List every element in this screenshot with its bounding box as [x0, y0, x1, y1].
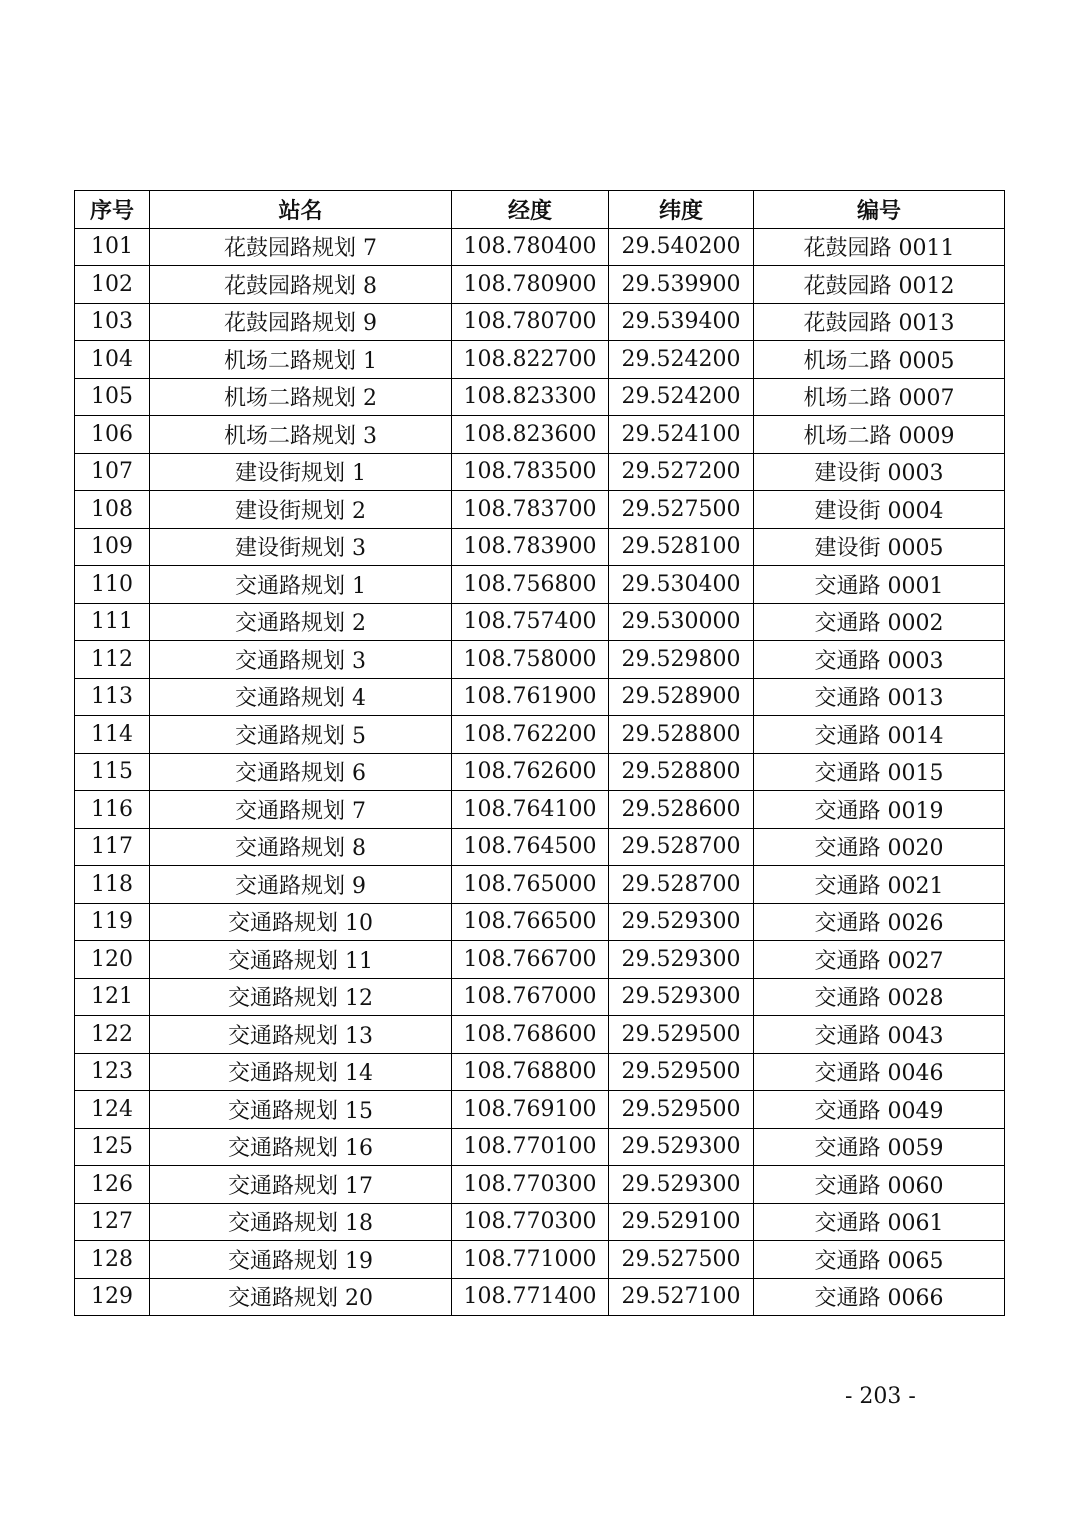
cell-index: 115: [75, 753, 150, 791]
table-row: [75, 378, 1005, 416]
cell-code: 花鼓园路 0012: [754, 266, 1005, 304]
cell-station-name: 机场二路规划 2: [150, 378, 452, 416]
table-row: [75, 228, 1005, 266]
cell-latitude: 29.529300: [609, 978, 754, 1016]
cell-station-name: 交通路规划 19: [150, 1241, 452, 1279]
cell-latitude: 29.527100: [609, 1278, 754, 1316]
cell-index: 103: [75, 303, 150, 341]
cell-index: 118: [75, 866, 150, 904]
cell-latitude: 29.529300: [609, 903, 754, 941]
table-row: [75, 1278, 1005, 1316]
cell-station-name: 交通路规划 5: [150, 716, 452, 754]
cell-station-name: 交通路规划 11: [150, 941, 452, 979]
cell-latitude: 29.529500: [609, 1091, 754, 1129]
cell-code: 建设街 0005: [754, 528, 1005, 566]
cell-index: 127: [75, 1203, 150, 1241]
table-row: [75, 753, 1005, 791]
header-index: 序号: [75, 191, 150, 229]
cell-index: 126: [75, 1166, 150, 1204]
cell-latitude: 29.528700: [609, 866, 754, 904]
cell-code: 交通路 0061: [754, 1203, 1005, 1241]
cell-index: 121: [75, 978, 150, 1016]
cell-code: 交通路 0002: [754, 603, 1005, 641]
cell-index: 128: [75, 1241, 150, 1279]
cell-longitude: 108.770300: [452, 1203, 609, 1241]
cell-latitude: 29.529100: [609, 1203, 754, 1241]
cell-longitude: 108.764100: [452, 791, 609, 829]
cell-index: 108: [75, 491, 150, 529]
cell-index: 109: [75, 528, 150, 566]
cell-longitude: 108.783700: [452, 491, 609, 529]
table-row: [75, 641, 1005, 679]
cell-code: 交通路 0020: [754, 828, 1005, 866]
table-row: [75, 416, 1005, 454]
table-row: [75, 266, 1005, 304]
cell-latitude: 29.530400: [609, 566, 754, 604]
header-station-name: 站名: [150, 191, 452, 229]
cell-longitude: 108.823600: [452, 416, 609, 454]
cell-code: 交通路 0001: [754, 566, 1005, 604]
table-row: [75, 1016, 1005, 1054]
cell-latitude: 29.524100: [609, 416, 754, 454]
cell-longitude: 108.762200: [452, 716, 609, 754]
cell-station-name: 交通路规划 9: [150, 866, 452, 904]
cell-latitude: 29.527200: [609, 453, 754, 491]
cell-code: 交通路 0027: [754, 941, 1005, 979]
cell-index: 102: [75, 266, 150, 304]
cell-latitude: 29.540200: [609, 228, 754, 266]
table-row: [75, 903, 1005, 941]
cell-code: 交通路 0013: [754, 678, 1005, 716]
cell-code: 机场二路 0007: [754, 378, 1005, 416]
cell-code: 建设街 0004: [754, 491, 1005, 529]
table-row: [75, 791, 1005, 829]
cell-index: 105: [75, 378, 150, 416]
cell-longitude: 108.780700: [452, 303, 609, 341]
cell-index: 112: [75, 641, 150, 679]
table-row: [75, 303, 1005, 341]
cell-index: 107: [75, 453, 150, 491]
cell-longitude: 108.756800: [452, 566, 609, 604]
cell-station-name: 建设街规划 1: [150, 453, 452, 491]
cell-index: 122: [75, 1016, 150, 1054]
cell-longitude: 108.783500: [452, 453, 609, 491]
cell-latitude: 29.524200: [609, 378, 754, 416]
table-row: [75, 453, 1005, 491]
cell-latitude: 29.527500: [609, 491, 754, 529]
cell-index: 101: [75, 228, 150, 266]
cell-longitude: 108.766500: [452, 903, 609, 941]
cell-station-name: 建设街规划 2: [150, 491, 452, 529]
cell-code: 机场二路 0009: [754, 416, 1005, 454]
cell-longitude: 108.764500: [452, 828, 609, 866]
cell-station-name: 交通路规划 12: [150, 978, 452, 1016]
table-row: [75, 1166, 1005, 1204]
cell-station-name: 交通路规划 10: [150, 903, 452, 941]
table-row: [75, 341, 1005, 379]
cell-station-name: 花鼓园路规划 9: [150, 303, 452, 341]
cell-longitude: 108.768800: [452, 1053, 609, 1091]
cell-index: 125: [75, 1128, 150, 1166]
cell-code: 交通路 0046: [754, 1053, 1005, 1091]
table-row: [75, 491, 1005, 529]
cell-station-name: 机场二路规划 3: [150, 416, 452, 454]
cell-latitude: 29.529500: [609, 1053, 754, 1091]
table-row: [75, 1091, 1005, 1129]
cell-station-name: 交通路规划 20: [150, 1278, 452, 1316]
cell-code: 交通路 0043: [754, 1016, 1005, 1054]
cell-index: 106: [75, 416, 150, 454]
cell-station-name: 机场二路规划 1: [150, 341, 452, 379]
cell-longitude: 108.765000: [452, 866, 609, 904]
cell-latitude: 29.529300: [609, 941, 754, 979]
cell-index: 119: [75, 903, 150, 941]
cell-latitude: 29.528700: [609, 828, 754, 866]
cell-station-name: 交通路规划 17: [150, 1166, 452, 1204]
cell-index: 114: [75, 716, 150, 754]
cell-code: 交通路 0049: [754, 1091, 1005, 1129]
cell-latitude: 29.529500: [609, 1016, 754, 1054]
cell-code: 交通路 0021: [754, 866, 1005, 904]
cell-station-name: 交通路规划 13: [150, 1016, 452, 1054]
cell-longitude: 108.761900: [452, 678, 609, 716]
cell-latitude: 29.524200: [609, 341, 754, 379]
cell-latitude: 29.528100: [609, 528, 754, 566]
table-row: [75, 828, 1005, 866]
cell-code: 交通路 0065: [754, 1241, 1005, 1279]
header-code: 编号: [754, 191, 1005, 229]
table-row: [75, 1053, 1005, 1091]
cell-code: 交通路 0014: [754, 716, 1005, 754]
cell-latitude: 29.528600: [609, 791, 754, 829]
cell-code: 交通路 0059: [754, 1128, 1005, 1166]
cell-station-name: 交通路规划 18: [150, 1203, 452, 1241]
cell-code: 交通路 0019: [754, 791, 1005, 829]
cell-index: 111: [75, 603, 150, 641]
table-row: [75, 678, 1005, 716]
cell-longitude: 108.780400: [452, 228, 609, 266]
table-body: [75, 228, 1005, 1316]
cell-code: 交通路 0015: [754, 753, 1005, 791]
table-row: [75, 1203, 1005, 1241]
cell-latitude: 29.528800: [609, 753, 754, 791]
station-table: [74, 190, 1005, 1316]
cell-code: 花鼓园路 0013: [754, 303, 1005, 341]
cell-code: 交通路 0066: [754, 1278, 1005, 1316]
table-row: [75, 716, 1005, 754]
cell-code: 花鼓园路 0011: [754, 228, 1005, 266]
cell-longitude: 108.771400: [452, 1278, 609, 1316]
cell-latitude: 29.529300: [609, 1166, 754, 1204]
cell-station-name: 交通路规划 6: [150, 753, 452, 791]
cell-station-name: 建设街规划 3: [150, 528, 452, 566]
table-row: [75, 566, 1005, 604]
cell-latitude: 29.527500: [609, 1241, 754, 1279]
cell-station-name: 交通路规划 16: [150, 1128, 452, 1166]
cell-station-name: 花鼓园路规划 8: [150, 266, 452, 304]
cell-station-name: 交通路规划 2: [150, 603, 452, 641]
header-row: [75, 191, 1005, 229]
table-row: [75, 1241, 1005, 1279]
cell-longitude: 108.769100: [452, 1091, 609, 1129]
cell-latitude: 29.539400: [609, 303, 754, 341]
table-row: [75, 941, 1005, 979]
page-number: - 203 -: [845, 1384, 916, 1409]
cell-longitude: 108.762600: [452, 753, 609, 791]
cell-index: 120: [75, 941, 150, 979]
cell-index: 129: [75, 1278, 150, 1316]
cell-index: 124: [75, 1091, 150, 1129]
cell-code: 交通路 0060: [754, 1166, 1005, 1204]
table-row: [75, 603, 1005, 641]
cell-longitude: 108.823300: [452, 378, 609, 416]
cell-longitude: 108.768600: [452, 1016, 609, 1054]
cell-index: 117: [75, 828, 150, 866]
table-row: [75, 978, 1005, 1016]
cell-code: 交通路 0026: [754, 903, 1005, 941]
cell-station-name: 交通路规划 8: [150, 828, 452, 866]
cell-latitude: 29.539900: [609, 266, 754, 304]
cell-longitude: 108.822700: [452, 341, 609, 379]
cell-code: 机场二路 0005: [754, 341, 1005, 379]
table-row: [75, 1128, 1005, 1166]
cell-latitude: 29.530000: [609, 603, 754, 641]
cell-latitude: 29.528900: [609, 678, 754, 716]
cell-longitude: 108.783900: [452, 528, 609, 566]
cell-code: 交通路 0028: [754, 978, 1005, 1016]
cell-index: 104: [75, 341, 150, 379]
table-row: [75, 528, 1005, 566]
cell-longitude: 108.780900: [452, 266, 609, 304]
cell-longitude: 108.757400: [452, 603, 609, 641]
cell-longitude: 108.766700: [452, 941, 609, 979]
cell-station-name: 交通路规划 15: [150, 1091, 452, 1129]
cell-station-name: 交通路规划 1: [150, 566, 452, 604]
cell-code: 交通路 0003: [754, 641, 1005, 679]
header-latitude: 纬度: [609, 191, 754, 229]
cell-station-name: 花鼓园路规划 7: [150, 228, 452, 266]
cell-longitude: 108.771000: [452, 1241, 609, 1279]
cell-longitude: 108.770100: [452, 1128, 609, 1166]
cell-latitude: 29.529300: [609, 1128, 754, 1166]
header-longitude: 经度: [452, 191, 609, 229]
cell-station-name: 交通路规划 7: [150, 791, 452, 829]
cell-longitude: 108.767000: [452, 978, 609, 1016]
cell-index: 116: [75, 791, 150, 829]
cell-station-name: 交通路规划 4: [150, 678, 452, 716]
cell-latitude: 29.529800: [609, 641, 754, 679]
cell-longitude: 108.758000: [452, 641, 609, 679]
cell-index: 113: [75, 678, 150, 716]
cell-index: 123: [75, 1053, 150, 1091]
cell-station-name: 交通路规划 14: [150, 1053, 452, 1091]
cell-index: 110: [75, 566, 150, 604]
cell-latitude: 29.528800: [609, 716, 754, 754]
cell-station-name: 交通路规划 3: [150, 641, 452, 679]
cell-longitude: 108.770300: [452, 1166, 609, 1204]
cell-code: 建设街 0003: [754, 453, 1005, 491]
table-row: [75, 866, 1005, 904]
